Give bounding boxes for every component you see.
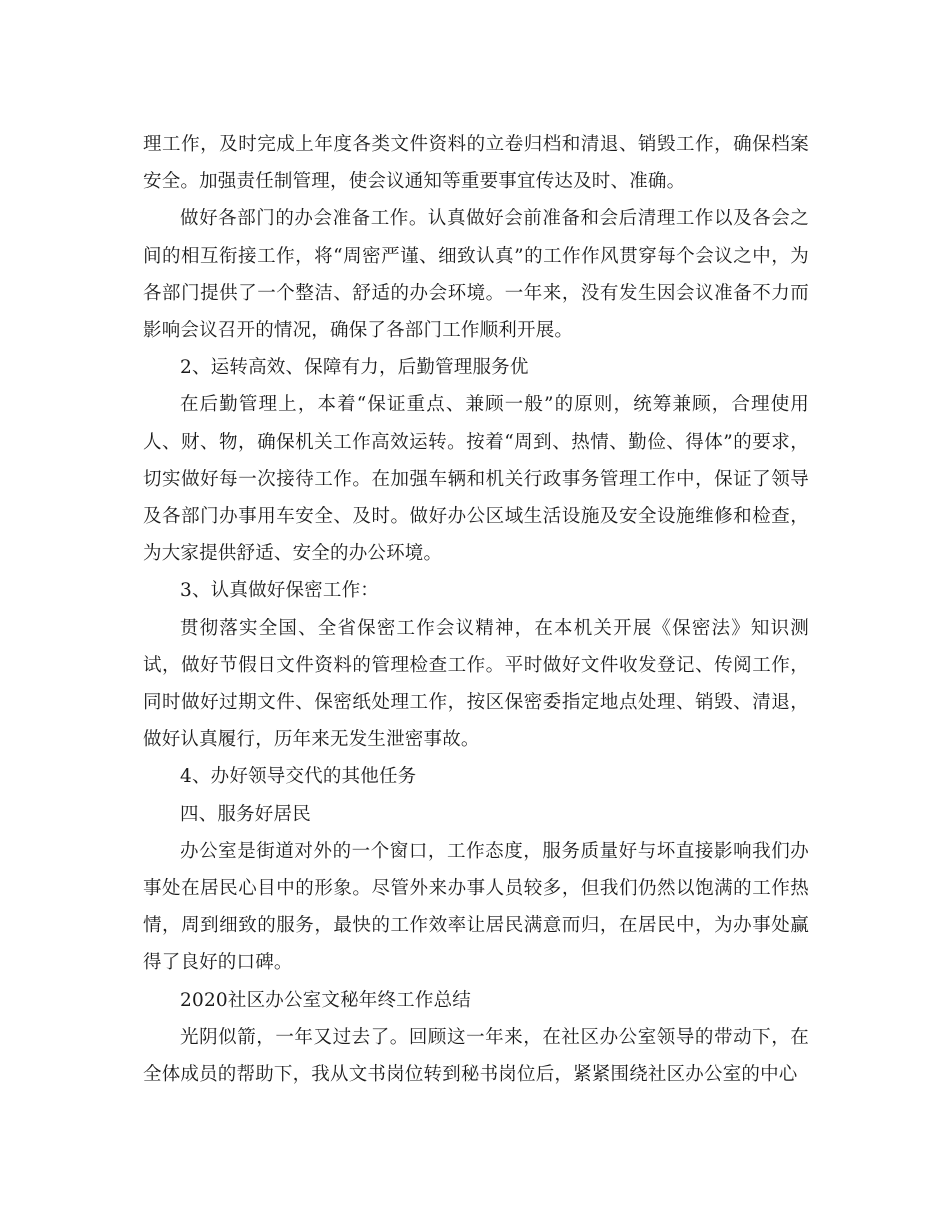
section-heading: 4、办好领导交代的其他任务 [180,766,417,788]
paragraph: 贯彻落实全国、全省保密工作会议精神，在本机关开展《保密法》知识测试，做好节假日文件资料的管理检查工作。平时做好文件收发登记、传阅工作，同时做好过期文件、保密纸处理工作，按区保密委指定地点处理、销毁、清退，做好认真履行，历年来无发生泄密事故。 [143,617,809,751]
section-heading: 2、运转高效、保障有力，后勤管理服务优 [180,357,529,379]
paragraph: 在后勤管理上，本着“保证重点、兼顾一般”的原则，统筹兼顾，合理使用人、财、物，确保机关工作高效运转。按着“周到、热情、勤俭、得体”的要求，切实做好每一次接待工作。在加强车辆和机关行政事务管理工作中，保证了领导及各部门办事用车安全、及时。做好办公区域生活设施及安全设施维修和检查，为大家提供舒适、安全的办公环境。 [143,394,809,565]
paragraph: 做好各部门的办会准备工作。认真做好会前准备和会后清理工作以及各会之间的相互衔接工作，将“周密严谨、细致认真”的工作作风贯穿每个会议之中，为各部门提供了一个整洁、舒适的办会环境。一年来，没有发生因会议准备不力而影响会议召开的情况，确保了各部门工作顺利开展。 [143,208,809,342]
paragraph: 光阴似箭，一年又过去了。回顾这一年来，在社区办公室领导的带动下，在全体成员的帮助下，我从文书岗位转到秘书岗位后，紧紧围绕社区办公室的中心 [143,1026,809,1086]
paragraph: 办公室是街道对外的一个窗口，工作态度，服务质量好与坏直接影响我们办事处在居民心目中的形象。尽管外来办事人员较多，但我们仍然以饱满的工作热情，周到细致的服务，最快的工作效率让居民满意而归，在居民中，为办事处赢得了良好的口碑。 [143,840,809,974]
paragraph: 理工作，及时完成上年度各类文件资料的立卷归档和清退、销毁工作，确保档案安全。加强责任制管理，使会议通知等重要事宜传达及时、准确。 [143,134,809,193]
document-body [143,126,809,1093]
section-heading: 四、服务好居民 [180,803,311,825]
section-heading: 3、认真做好保密工作： [180,580,379,602]
document-title: 2020社区办公室文秘年终工作总结 [180,989,471,1011]
